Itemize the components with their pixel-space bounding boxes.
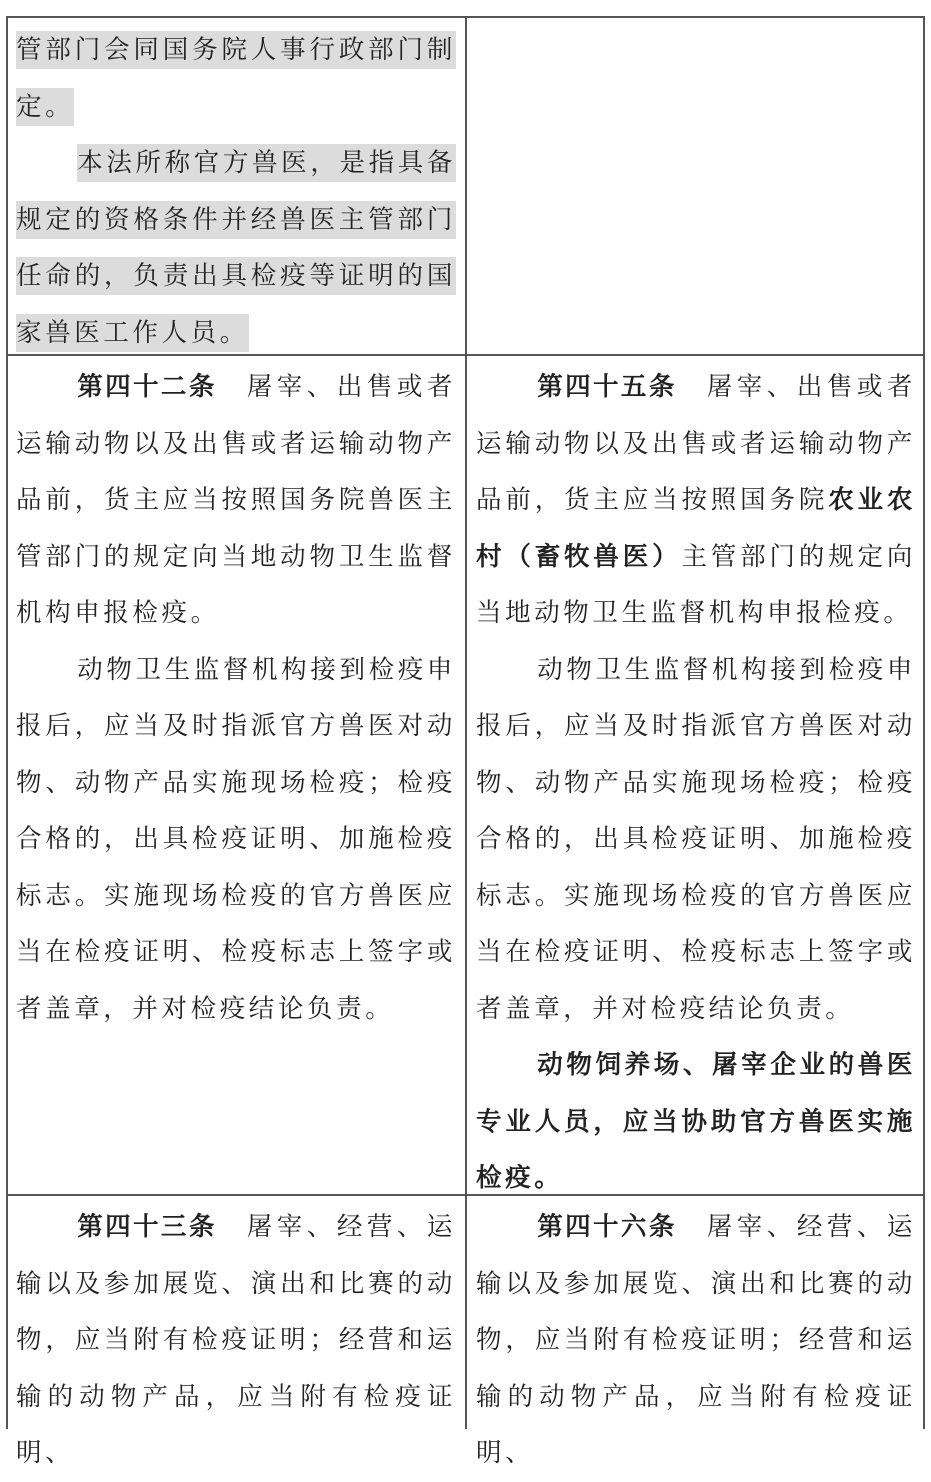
article-46-heading: 第四十六条	[537, 1212, 677, 1242]
table-border-right	[923, 16, 925, 1429]
row3-left-cell	[16, 1199, 456, 1468]
row3-right-cell	[476, 1199, 916, 1468]
article-43-paragraph-1: 第四十三条 屠宰、经营、运输以及参加展览、演出和比赛的动物，应当附有检疫证明；经营和运输的动物产品，应当附有检疫证明、	[16, 1212, 456, 1468]
article-45-heading: 第四十五条	[537, 372, 677, 402]
table-border-top	[6, 16, 925, 18]
row2-left-cell	[16, 359, 456, 1189]
article-45-paragraph-3-added: 动物饲养场、屠宰企业的兽医专业人员，应当协助官方兽医实施检疫。	[476, 1050, 916, 1193]
table-border-left	[6, 16, 8, 1429]
amended-text: 农业农村（畜牧兽医）	[476, 485, 916, 572]
row1-left-paragraph-1: 管部门会同国务院人事行政部门制定。	[16, 22, 456, 135]
article-45-paragraph-2: 动物卫生监督机构接到检疫申报后，应当及时指派官方兽医对动物、动物产品实施现场检疫；检疫合格的，出具检疫证明、加施检疫标志。实施现场检疫的官方兽医应当在检疫证明、检疫标志上签字或者盖章，并对检疫结论负责。	[476, 654, 916, 1024]
comparison-table	[6, 16, 925, 1468]
article-42-paragraph-1: 第四十二条 屠宰、出售或者运输动物以及出售或者运输动物产品前，货主应当按照国务院兽医主管部门的规定向当地动物卫生监督机构申报检疫。	[16, 372, 456, 628]
table-column-divider	[465, 16, 467, 1429]
row1-left-paragraph-2: 本法所称官方兽医，是指具备规定的资格条件并经兽医主管部门任命的，负责出具检疫等证明的国家兽医工作人员。	[16, 135, 456, 361]
row1-left-cell	[16, 22, 456, 352]
article-43-heading: 第四十三条	[77, 1212, 217, 1242]
article-46-paragraph-1: 第四十六条 屠宰、经营、运输以及参加展览、演出和比赛的动物，应当附有检疫证明；经营和运输的动物产品，应当附有检疫证明、	[476, 1212, 916, 1468]
row2-right-cell	[476, 359, 916, 1193]
article-42-heading: 第四十二条	[77, 372, 217, 402]
row1-right-cell	[476, 22, 916, 352]
article-42-paragraph-2: 动物卫生监督机构接到检疫申报后，应当及时指派官方兽医对动物、动物产品实施现场检疫；检疫合格的，出具检疫证明、加施检疫标志。实施现场检疫的官方兽医应当在检疫证明、检疫标志上签字或者盖章，并对检疫结论负责。	[16, 654, 456, 1024]
article-45-paragraph-1: 第四十五条 屠宰、出售或者运输动物以及出售或者运输动物产品前，货主应当按照国务院农业农村（畜牧兽医）主管部门的规定向当地动物卫生监督机构申报检疫。	[476, 372, 916, 628]
